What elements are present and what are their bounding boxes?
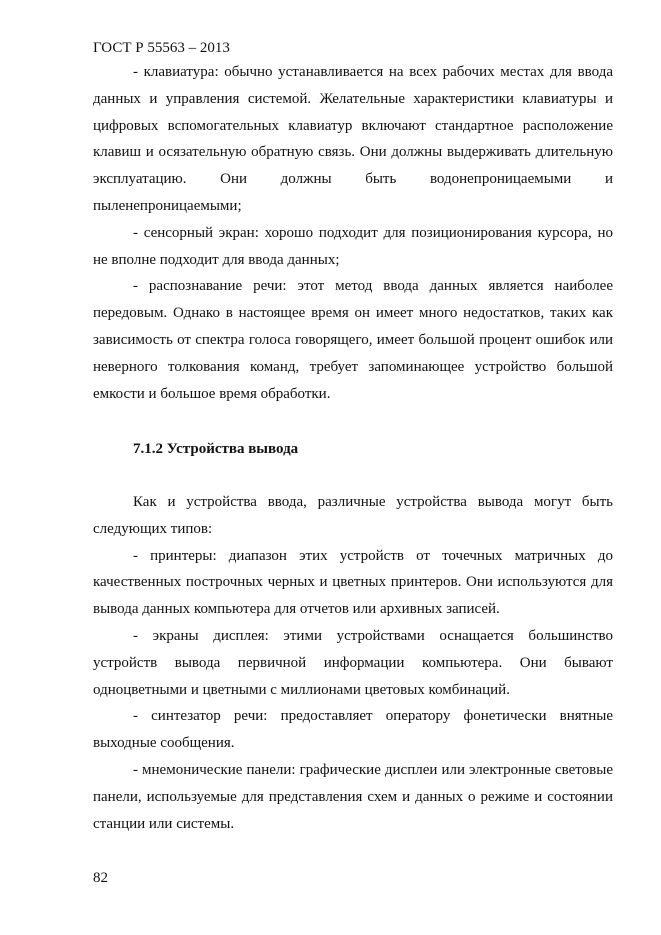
paragraph-touchscreen: - сенсорный экран: хорошо подходит для позиционирования курсора, но не вполне подходит для ввода данных; bbox=[93, 224, 613, 268]
output-devices-list bbox=[93, 489, 613, 837]
document-header: ГОСТ Р 55563 – 2013 bbox=[93, 40, 230, 56]
paragraph-speech-recognition: - распознавание речи: этот метод ввода данных является наиболее передовым. Однако в настоящее время он имеет много недостатков, таких как зависимость от спектра голоса говорящего, имеет большой процент ошибок или неверного толкования команд, требует запоминающее устройство большой емкости и большое время обработки. bbox=[93, 278, 613, 402]
paragraph-speech-synthesizer: - синтезатор речи: предоставляет оператору фонетически внятные выходные сообщения. bbox=[93, 708, 613, 752]
page-number: 82 bbox=[93, 870, 108, 886]
section-heading: 7.1.2 Устройства вывода bbox=[133, 441, 299, 457]
paragraph-keyboard: - клавиатура: обычно устанавливается на всех рабочих местах для ввода данных и управления системой. Желательные характеристики клавиатуры и цифровых вспомогательных клавиатур включают стандартное расположение клавиш и осязательную обратную связь. Они должны выдерживать длительную эксплуатацию. Они должны быть водонепроницаемыми и пыленепроницаемыми; bbox=[93, 64, 613, 214]
paragraph-output-intro: Как и устройства ввода, различные устройства вывода могут быть следующих типов: bbox=[93, 494, 613, 537]
paragraph-mimic-panels: - мнемонические панели: графические дисплеи или электронные световые панели, используемые для представления схем и данных о режиме и состоянии станции или системы. bbox=[93, 761, 613, 832]
input-devices-list bbox=[93, 59, 613, 407]
paragraph-printers: - принтеры: диапазон этих устройств от точечных матричных до качественных построчных черных и цветных принтеров. Они используются для вывода данных компьютера для отчетов или архивных записей. bbox=[93, 547, 613, 618]
paragraph-displays: - экраны дисплея: этими устройствами оснащается большинство устройств вывода первичной информации компьютера. Они бывают одноцветными и цветными с миллионами цветовых комбинаций. bbox=[93, 627, 613, 698]
